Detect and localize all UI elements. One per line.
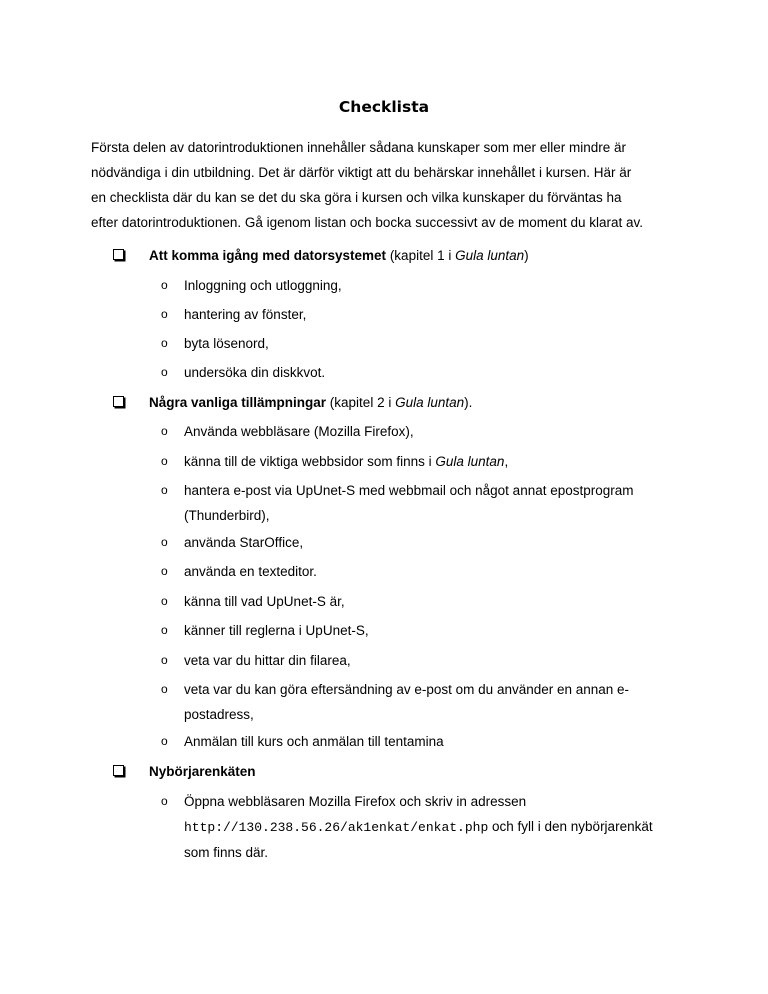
list-item xyxy=(161,789,701,864)
section-note: (kapitel 1 i xyxy=(386,248,456,263)
list-item-text: känner till reglerna i UpUnet-S, xyxy=(184,623,369,638)
section-heading xyxy=(149,246,529,266)
list-item-line: veta var du kan göra eftersändning av e-post om du använder en annan e- xyxy=(184,682,630,697)
section-heading-title: Några vanliga tillämpningar xyxy=(149,395,327,410)
circle-bullet-icon: o xyxy=(161,424,168,438)
list-item-line: postadress, xyxy=(184,707,254,722)
list-item xyxy=(161,677,701,727)
section-heading-row xyxy=(113,393,693,413)
list-item-text xyxy=(184,478,694,528)
list-item-line: Öppna webbläsaren Mozilla Firefox och skriv in adressen xyxy=(184,794,527,809)
list-item-text: undersöka din diskkvot. xyxy=(184,365,326,380)
list-item-text: byta lösenord, xyxy=(184,336,269,351)
section-note-end: ) xyxy=(524,248,529,263)
list-item-text: Inloggning och utloggning, xyxy=(184,278,342,293)
section-note: (kapitel 2 i xyxy=(326,395,396,410)
circle-bullet-icon: o xyxy=(161,564,168,578)
list-item-text: känna till vad UpUnet-S är, xyxy=(184,594,345,609)
section-note-end: ). xyxy=(464,395,473,410)
list-item-line xyxy=(184,814,694,840)
list-item-text xyxy=(184,449,694,474)
circle-bullet-icon: o xyxy=(161,653,168,667)
circle-bullet-icon: o xyxy=(161,734,168,748)
section-heading-row xyxy=(113,246,693,266)
intro-line: en checklista där du kan se det du ska göra i kursen och vilka kunskaper du förväntas ha xyxy=(91,190,622,205)
circle-bullet-icon: o xyxy=(161,307,168,321)
list-item-text: använda en texteditor. xyxy=(184,564,317,579)
list-item-text xyxy=(184,789,694,865)
intro-line: Första delen av datorintroduktionen innehåller sådana kunskaper som mer eller mindre är xyxy=(91,140,627,155)
circle-bullet-icon: o xyxy=(161,794,168,808)
intro-line: nödvändiga i din utbildning. Det är därför viktigt att du behärskar innehållet i kursen. Här är xyxy=(91,165,632,180)
checklist-section-3 xyxy=(113,762,693,782)
list-item-text-end: och fyll i den nybörjarenkät xyxy=(488,819,653,834)
list-item-line: (Thunderbird), xyxy=(184,508,270,523)
section-note-book: Gula luntan xyxy=(455,248,525,263)
survey-url-link[interactable]: http://130.238.56.26/ak1enkat/enkat.php xyxy=(184,820,489,835)
section-note-book: Gula luntan xyxy=(395,395,465,410)
list-item-text: använda StarOffice, xyxy=(184,535,304,550)
checklist-section-1 xyxy=(113,246,693,266)
circle-bullet-icon: o xyxy=(161,594,168,608)
list-item-text: Använda webbläsare (Mozilla Firefox), xyxy=(184,424,414,439)
circle-bullet-icon: o xyxy=(161,454,168,468)
checkbox-icon xyxy=(113,396,124,407)
circle-bullet-icon: o xyxy=(161,682,168,696)
list-item-text-end: , xyxy=(504,454,509,469)
section-heading-title: Att komma igång med datorsystemet xyxy=(149,248,387,263)
list-item-text-part: känna till de viktiga webbsidor som finns i xyxy=(184,454,436,469)
list-item-text xyxy=(184,677,694,727)
intro-paragraph xyxy=(91,135,691,235)
circle-bullet-icon: o xyxy=(161,365,168,379)
circle-bullet-icon: o xyxy=(161,623,168,637)
circle-bullet-icon: o xyxy=(161,535,168,549)
list-item-book-name: Gula luntan xyxy=(435,454,505,469)
page-title: Checklista xyxy=(338,98,430,116)
checklist-section-2 xyxy=(113,393,693,413)
section-heading-title: Nybörjarenkäten xyxy=(149,764,256,779)
list-item-line: som finns där. xyxy=(184,845,269,860)
list-item xyxy=(161,478,701,528)
checkbox-icon xyxy=(113,765,124,776)
circle-bullet-icon: o xyxy=(161,278,168,292)
list-item-text: Anmälan till kurs och anmälan till tentamina xyxy=(184,734,444,749)
intro-line: efter datorintroduktionen. Gå igenom listan och bocka successivt av de moment du klarat av. xyxy=(91,215,644,230)
checkbox-icon xyxy=(113,249,124,260)
circle-bullet-icon: o xyxy=(161,336,168,350)
circle-bullet-icon: o xyxy=(161,483,168,497)
list-item-line: hantera e-post via UpUnet-S med webbmail och något annat epostprogram xyxy=(184,483,634,498)
section-heading xyxy=(149,762,256,782)
list-item-text: veta var du hittar din filarea, xyxy=(184,653,351,668)
section-heading xyxy=(149,393,472,413)
list-item-text: hantering av fönster, xyxy=(184,307,307,322)
section-heading-row xyxy=(113,762,693,782)
